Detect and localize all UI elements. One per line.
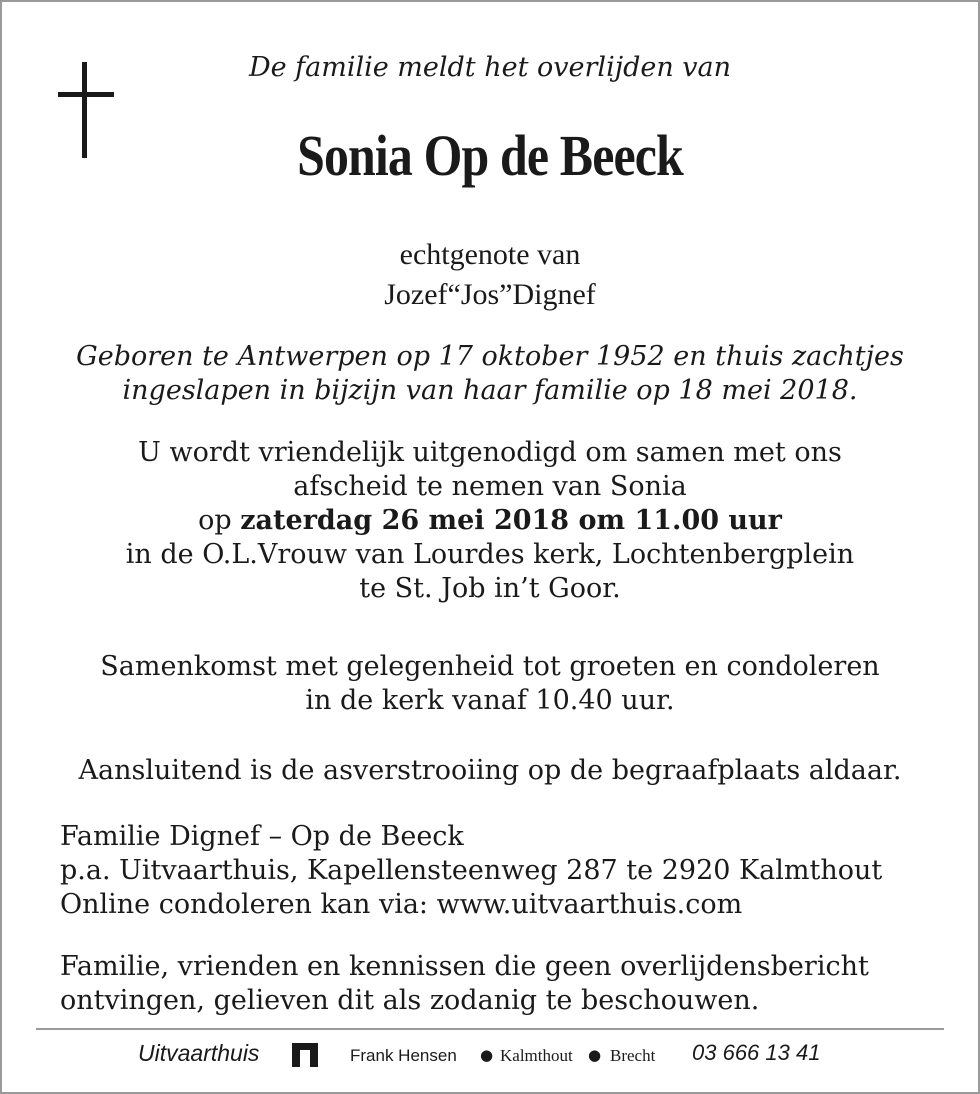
notice-line: ontvingen, gelieven dit als zodanig te beschouwen. [60,985,760,1016]
family-block [60,820,882,922]
spouse-name: Jozef“Jos”Dignef [384,278,596,311]
invite-line: afscheid te nemen van Sonia [293,471,687,502]
gathering-line: in de kerk vanaf 10.40 uur. [305,685,675,716]
family-address: p.a. Uitvaarthuis, Kapellensteenweg 287 te 2920 Kalmthout [60,855,883,886]
footer [0,1040,980,1074]
footer-town: Kalmthout [500,1046,573,1065]
gathering-block [0,650,980,718]
spouse-block [0,235,980,315]
family-name: Familie Dignef – Op de Beeck [60,821,464,852]
footer-person: Frank Hensen [350,1046,457,1065]
invite-line: te St. Job in’t Goor. [359,573,621,604]
ashes-line: Aansluitend is de asverstrooiing op de begraafplaats aldaar. [78,755,902,786]
invite-date: zaterdag 26 mei 2018 om 11.00 uur [240,505,782,536]
invite-op: op [198,505,232,536]
invite-line: in de O.L.Vrouw van Lourdes kerk, Lochtenbergplein [125,539,855,570]
footer-town: Brecht [610,1046,656,1065]
uitvaarthuis-logo-icon [292,1043,318,1067]
gathering-line: Samenkomst met gelegenheid tot groeten en condoleren [100,651,880,682]
bullet-icon: ● [588,1046,602,1064]
notice-block [60,950,869,1018]
invite-line: U wordt vriendelijk uitgenodigd om samen met ons [138,437,842,468]
birth-line: ingeslapen in bijzijn van haar familie op 18 mei 2018. [122,375,858,406]
notice-line: Familie, vrienden en kennissen die geen overlijdensbericht [60,951,869,982]
invite-date-line [0,504,980,538]
invite-block [0,436,980,606]
footer-divider [36,1028,944,1030]
online-condolence: Online condoleren kan via: www.uitvaarthuis.com [60,889,743,920]
birth-line: Geboren te Antwerpen op 17 oktober 1952 en thuis zachtjes [76,341,904,372]
birth-block [0,340,980,408]
footer-phone: 03 666 13 41 [692,1040,821,1065]
intro-line: De familie meldt het overlijden van [248,52,732,83]
spouse-label: echtgenote van [399,238,581,271]
bullet-icon: ● [480,1046,494,1064]
footer-brand: Uitvaarthuis [138,1040,260,1066]
deceased-name: Sonia Op de Beeck [297,123,683,188]
